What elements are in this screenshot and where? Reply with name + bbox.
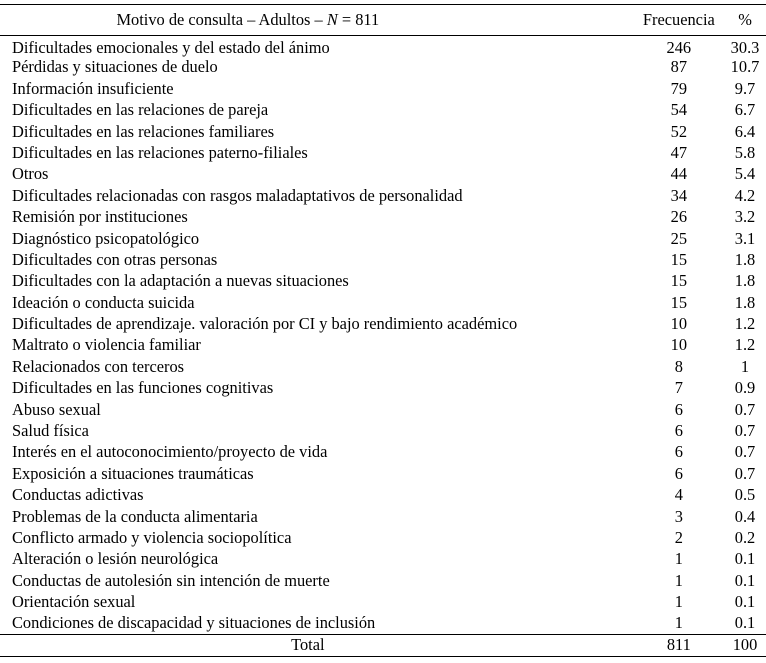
row-frecuencia: 52 xyxy=(670,121,688,141)
motivo-consulta-table xyxy=(0,4,766,657)
table-row xyxy=(0,485,766,506)
row-frecuencia: 1 xyxy=(674,613,683,633)
total-label: Total xyxy=(0,634,616,656)
row-motivo: Interés en el autoconocimiento/proyecto de vida xyxy=(12,442,328,462)
row-motivo: Salud física xyxy=(12,421,89,441)
table-row xyxy=(0,613,766,634)
row-frecuencia: 1 xyxy=(674,592,683,612)
table-row xyxy=(0,442,766,463)
row-porcentaje: 1.8 xyxy=(734,249,756,269)
row-motivo: Información insuficiente xyxy=(12,78,174,98)
table-row xyxy=(0,335,766,356)
row-porcentaje: 1.8 xyxy=(734,292,756,312)
row-frecuencia: 10 xyxy=(670,335,688,355)
row-porcentaje: 0.7 xyxy=(734,399,756,419)
row-porcentaje: 0.4 xyxy=(734,506,756,526)
table-header xyxy=(0,5,766,36)
row-motivo: Diagnóstico psicopatológico xyxy=(12,228,200,248)
row-frecuencia: 1 xyxy=(674,549,683,569)
table-row xyxy=(0,249,766,270)
table-row xyxy=(0,378,766,399)
table-row xyxy=(0,592,766,613)
header-n-symbol: N xyxy=(326,9,338,29)
row-motivo: Alteración o lesión neurológica xyxy=(12,549,219,569)
row-motivo: Ideación o conducta suicida xyxy=(12,292,195,312)
total-porcentaje: 100 xyxy=(724,634,766,656)
table-row xyxy=(0,57,766,78)
row-porcentaje: 0.1 xyxy=(734,592,756,612)
row-porcentaje: 0.1 xyxy=(734,549,756,569)
table-row xyxy=(0,570,766,591)
table-row xyxy=(0,399,766,420)
row-porcentaje: 1.8 xyxy=(734,271,756,291)
row-frecuencia: 3 xyxy=(674,506,683,526)
row-porcentaje: 0.9 xyxy=(734,378,756,398)
row-motivo: Dificultades en las funciones cognitivas xyxy=(12,378,274,398)
row-frecuencia: 1 xyxy=(674,570,683,590)
row-motivo: Conductas de autolesión sin intención de muerte xyxy=(12,570,330,590)
table-row xyxy=(0,164,766,185)
total-frecuencia: 811 xyxy=(616,634,724,656)
row-frecuencia: 4 xyxy=(674,485,683,505)
row-porcentaje: 5.8 xyxy=(734,142,756,162)
row-porcentaje: 0.1 xyxy=(734,570,756,590)
row-frecuencia: 54 xyxy=(670,100,688,120)
row-porcentaje: 0.1 xyxy=(734,613,756,633)
table-row xyxy=(0,463,766,484)
row-motivo: Conductas adictivas xyxy=(12,485,144,505)
table-row xyxy=(0,314,766,335)
row-motivo: Relacionados con terceros xyxy=(12,356,185,376)
table-row xyxy=(0,506,766,527)
table-row xyxy=(0,36,766,57)
row-frecuencia: 15 xyxy=(670,271,688,291)
row-porcentaje: 3.2 xyxy=(734,207,756,227)
table-row xyxy=(0,207,766,228)
header-motivo-prefix: Motivo de consulta – Adultos – xyxy=(116,9,327,29)
row-motivo: Dificultades emocionales y del estado del ánimo xyxy=(12,37,330,57)
row-porcentaje: 0.7 xyxy=(734,442,756,462)
header-motivo xyxy=(0,5,616,36)
row-frecuencia: 2 xyxy=(674,527,683,547)
row-porcentaje: 0.7 xyxy=(734,463,756,483)
table-row xyxy=(0,356,766,377)
row-frecuencia: 47 xyxy=(670,142,688,162)
row-motivo: Dificultades relacionadas con rasgos maladaptativos de personalidad xyxy=(12,185,463,205)
row-frecuencia: 6 xyxy=(674,442,683,462)
row-motivo: Condiciones de discapacidad y situaciones de inclusión xyxy=(12,613,376,633)
table-row xyxy=(0,228,766,249)
row-porcentaje: 1 xyxy=(740,356,750,376)
table-row xyxy=(0,549,766,570)
table-row xyxy=(0,292,766,313)
row-porcentaje: 10.7 xyxy=(730,57,760,77)
row-frecuencia: 25 xyxy=(670,228,688,248)
row-motivo: Dificultades en las relaciones paterno-filiales xyxy=(12,142,308,162)
header-row xyxy=(0,5,766,36)
row-frecuencia: 44 xyxy=(670,164,688,184)
row-porcentaje: 6.4 xyxy=(734,121,756,141)
row-porcentaje: 0.7 xyxy=(734,421,756,441)
row-frecuencia: 6 xyxy=(674,463,683,483)
row-porcentaje: 6.7 xyxy=(734,100,756,120)
header-frecuencia: Frecuencia xyxy=(616,5,724,36)
row-motivo: Pérdidas y situaciones de duelo xyxy=(12,57,218,77)
row-frecuencia: 15 xyxy=(670,249,688,269)
table-row xyxy=(0,271,766,292)
header-porcentaje: % xyxy=(724,5,766,36)
table-row xyxy=(0,142,766,163)
table-row xyxy=(0,78,766,99)
row-motivo: Dificultades en las relaciones de pareja xyxy=(12,100,269,120)
table-body xyxy=(0,36,766,635)
table-footer xyxy=(0,634,766,656)
row-frecuencia: 6 xyxy=(674,399,683,419)
row-frecuencia: 15 xyxy=(670,292,688,312)
row-motivo: Remisión por instituciones xyxy=(12,207,188,227)
row-porcentaje: 1.2 xyxy=(734,335,756,355)
row-porcentaje: 30.3 xyxy=(730,37,760,57)
row-motivo: Dificultades con otras personas xyxy=(12,249,218,269)
row-motivo: Dificultades en las relaciones familiares xyxy=(12,121,275,141)
row-frecuencia: 79 xyxy=(670,78,688,98)
row-motivo: Abuso sexual xyxy=(12,399,101,419)
row-frecuencia: 7 xyxy=(674,378,683,398)
row-motivo: Problemas de la conducta alimentaria xyxy=(12,506,258,526)
row-porcentaje: 9.7 xyxy=(734,78,756,98)
row-frecuencia: 6 xyxy=(674,421,683,441)
row-motivo: Exposición a situaciones traumáticas xyxy=(12,463,254,483)
row-frecuencia: 8 xyxy=(674,356,683,376)
row-porcentaje: 5.4 xyxy=(734,164,756,184)
table-row xyxy=(0,185,766,206)
table-row xyxy=(0,121,766,142)
total-row xyxy=(0,634,766,656)
row-motivo: Dificultades con la adaptación a nuevas situaciones xyxy=(12,271,349,291)
row-porcentaje: 1.2 xyxy=(734,314,756,334)
row-motivo: Orientación sexual xyxy=(12,592,136,612)
row-porcentaje: 0.2 xyxy=(734,527,756,547)
row-frecuencia: 34 xyxy=(670,185,688,205)
row-porcentaje: 3.1 xyxy=(734,228,756,248)
row-motivo: Otros xyxy=(12,164,49,184)
row-frecuencia: 26 xyxy=(670,207,688,227)
row-motivo: Conflicto armado y violencia sociopolítica xyxy=(12,527,292,547)
table-row xyxy=(0,527,766,548)
row-frecuencia: 246 xyxy=(666,37,692,57)
row-frecuencia: 87 xyxy=(670,57,688,77)
row-frecuencia: 10 xyxy=(670,314,688,334)
row-motivo: Dificultades de aprendizaje. valoración por CI y bajo rendimiento académico xyxy=(12,314,518,334)
row-motivo: Maltrato o violencia familiar xyxy=(12,335,201,355)
table-row xyxy=(0,100,766,121)
table-row xyxy=(0,421,766,442)
header-n-suffix: = 811 xyxy=(337,9,380,29)
row-porcentaje: 0.5 xyxy=(734,485,756,505)
row-porcentaje: 4.2 xyxy=(734,185,756,205)
